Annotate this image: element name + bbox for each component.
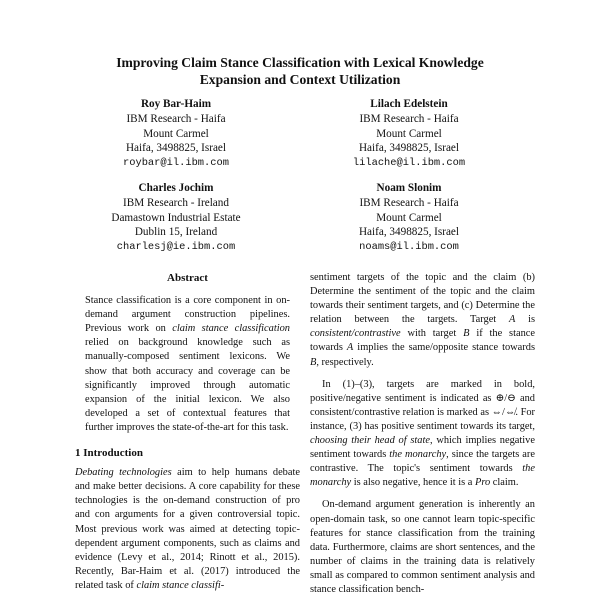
author-block-4: [299, 181, 519, 255]
author-address: Damastown Industrial Estate: [111, 211, 241, 224]
author-city: Haifa, 3498825, Israel: [125, 142, 227, 155]
author-affiliation: IBM Research - Haifa: [126, 112, 226, 125]
author-address: Mount Carmel: [143, 127, 209, 140]
author-affiliation: IBM Research - Ireland: [123, 196, 229, 209]
abstract-text: Stance classification is a core component in on-demand argument construction pipelines. Previous work on claim stance classification relied on background knowledge such as manually-composed sentiment lexicons. We show that both accuracy and coverage can be significantly improved through automatic expansion of the initial lexicon. We also developed a set of contextual features that further improves the state-of-the-art for this task.: [85, 295, 290, 433]
author-affiliation: IBM Research - Haifa: [359, 196, 459, 209]
author-name: Roy Bar-Haim: [140, 98, 212, 110]
author-name: Lilach Edelstein: [370, 98, 448, 110]
author-affiliation: IBM Research - Haifa: [359, 112, 459, 125]
left-column: [75, 271, 300, 593]
author-email: noams@il.ibm.com: [359, 241, 459, 254]
author-email: roybar@il.ibm.com: [122, 157, 229, 170]
right-paragraph-1: sentiment targets of the topic and the claim (b) Determine the sentiment of the topic and the claim towards their sentiment targets, and (c) Determine the relation between the targets. Target A is consistent/contrastive with target B if the stance towards A implies the same/opposite stance towards B, respectively.: [310, 272, 536, 368]
author-address: Mount Carmel: [376, 211, 442, 224]
author-name: Charles Jochim: [138, 182, 214, 194]
author-block-1: [66, 97, 286, 171]
author-email: lilache@il.ibm.com: [352, 157, 466, 170]
intro-paragraph: Debating technologies aim to help humans debate and make better decisions. A core capability for these technologies is the on-demand construction of pro and con arguments for a given controversial topic. Most previous work was aimed at detecting topic-dependent argument components, such as claims and evidence (Levy et al., 2014; Rinott et al., 2015). Recently, Bar-Haim et al. (2017) introduced the related task of claim stance classifi-: [75, 467, 300, 591]
section-heading: 1 Introduction: [75, 447, 143, 460]
paper-title: [0, 54, 600, 88]
author-email: charlesj@ie.ibm.com: [116, 241, 236, 254]
right-paragraph-3: On-demand argument generation is inherently an open-domain task, so one cannot learn topic-specific features for stance classification from the training data. Furthermore, claims are short sentences, and the number of claims in the training data is relatively small as compared to common sentiment analysis and stance classification bench-: [310, 499, 535, 595]
author-address: Mount Carmel: [376, 127, 442, 140]
author-block-3: [66, 181, 286, 255]
right-paragraph-2: In (1)–(3), targets are marked in bold, positive/negative sentiment is indicated as ⊕/⊖ and consistent/contrastive relation is marked as ⇔/⇎. For instance, (3) has positive sentiment towards its target, choosing their head of state, which implies negative sentiment towards the monarchy, since the targets are contrastive. The topic's sentiment towards the monarchy is also negative, hence it is a Pro claim.: [310, 378, 535, 489]
author-name: Noam Slonim: [376, 182, 442, 194]
abstract-heading: Abstract: [167, 272, 208, 284]
right-column: [310, 271, 535, 597]
title-line-2: Expansion and Context Utilization: [199, 72, 401, 87]
author-city: Dublin 15, Ireland: [134, 226, 218, 239]
author-city: Haifa, 3498825, Israel: [358, 226, 460, 239]
title-line-1: Improving Claim Stance Classification with Lexical Knowledge: [116, 55, 484, 70]
author-block-2: [299, 97, 519, 171]
author-city: Haifa, 3498825, Israel: [358, 142, 460, 155]
